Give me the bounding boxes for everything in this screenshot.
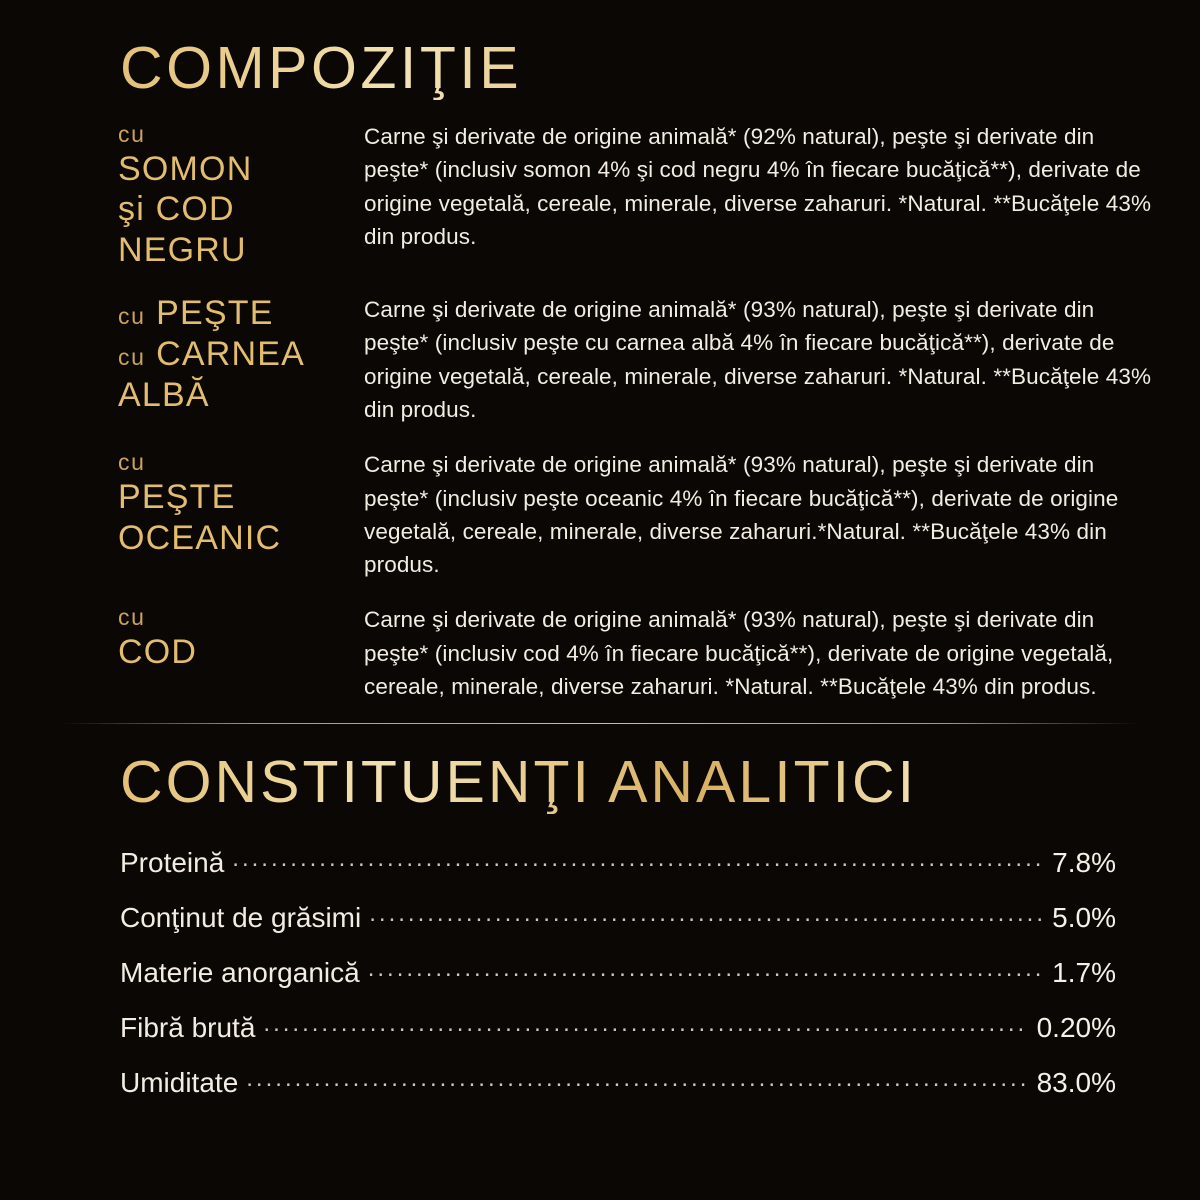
- nutrient-label: Conţinut de grăsimi: [120, 902, 362, 934]
- leader-dots: [246, 1064, 1028, 1092]
- nutrient-row: [120, 1064, 1116, 1097]
- variant-name-line: COD: [118, 633, 198, 672]
- nutrient-row: [120, 954, 1116, 987]
- analytical-title: CONSTITUENŢI ANALITICI: [120, 752, 1116, 814]
- variant-name-line: NEGRU: [118, 231, 247, 270]
- leader-dots: [232, 844, 1044, 872]
- nutrient-label: Materie anorganică: [120, 957, 360, 989]
- variant-name-line: şi COD: [118, 190, 235, 229]
- nutrient-label: Umiditate: [120, 1067, 239, 1099]
- nutrient-row: [120, 899, 1116, 932]
- nutrient-value: 7.8%: [1052, 847, 1116, 879]
- variant-prefix: cu: [118, 120, 146, 147]
- variant-name-line: ALBĂ: [118, 375, 210, 414]
- variant-name-word: CARNEA: [156, 334, 306, 373]
- variant-name-line: SOMON: [118, 149, 253, 188]
- variant-name-word: PEŞTE: [156, 294, 274, 333]
- variant-prefix: cu: [118, 604, 146, 631]
- composition-variant-row: [118, 118, 1156, 271]
- leader-dots: [369, 899, 1044, 927]
- variant-description: Carne şi derivate de origine animală* (92% natural), peşte şi derivate din peşte* (inclusiv somon 4% şi cod negru 4% în fiecare bucăţică**), derivate de origine vegetală, cereale, minerale, diverse zaharuri. *Natural. **Bucăţele 43% din produs.: [364, 123, 1152, 249]
- variant-description: Carne şi derivate de origine animală* (93% natural), peşte şi derivate din peşte* (inclusiv peşte cu carnea albă 4% în fiecare bucăţică**), derivate de origine vegetală, cereale, minerale, diverse zaharuri. *Natural. **Bucăţele 43% din produs.: [364, 297, 1152, 422]
- variant-name-line: PEŞTE: [118, 478, 236, 517]
- nutrient-list: [118, 844, 1116, 1097]
- nutrient-value: 5.0%: [1052, 902, 1116, 934]
- nutrient-value: 1.7%: [1052, 957, 1116, 989]
- nutrient-row: [120, 1009, 1116, 1042]
- variant-prefix: cu: [118, 303, 146, 330]
- variant-name: [118, 291, 364, 415]
- variant-name-line: [118, 334, 364, 375]
- analytical-constituents-section: [0, 724, 1200, 1097]
- variant-name: [118, 601, 364, 673]
- variant-name: [118, 118, 364, 271]
- variant-name: [118, 446, 364, 558]
- variant-name-line: [118, 293, 364, 334]
- variant-prefix: cu: [118, 343, 146, 370]
- nutrient-value: 83.0%: [1036, 1067, 1116, 1099]
- variant-name-line: OCEANIC: [118, 518, 282, 557]
- nutrient-label: Proteină: [120, 847, 225, 879]
- nutrient-value: 0.20%: [1036, 1012, 1116, 1044]
- variant-description: Carne şi derivate de origine animală* (93% natural), peşte şi derivate din peşte* (inclusiv cod 4% în fiecare bucăţică**), derivate de origine vegetală, cereale, minerale, diverse zaharuri. *Natural. **Bucăţele 43% din produs.: [364, 607, 1114, 700]
- variant-description: Carne şi derivate de origine animală* (93% natural), peşte şi derivate din peşte* (inclusiv peşte oceanic 4% în fiecare bucăţică**), derivate de origine vegetală, cereale, minerale, diverse zaharuri.*Natural. **Bucăţele 43% din produs.: [364, 452, 1119, 578]
- leader-dots: [368, 954, 1044, 982]
- composition-variant-row: [118, 601, 1156, 703]
- composition-title: COMPOZIŢIE: [120, 38, 1156, 100]
- composition-variant-row: [118, 446, 1156, 581]
- composition-variant-row: [118, 291, 1156, 426]
- nutrient-label: Fibră brută: [120, 1012, 256, 1044]
- leader-dots: [263, 1009, 1028, 1037]
- variant-prefix: cu: [118, 449, 146, 476]
- nutrient-row: [120, 844, 1116, 877]
